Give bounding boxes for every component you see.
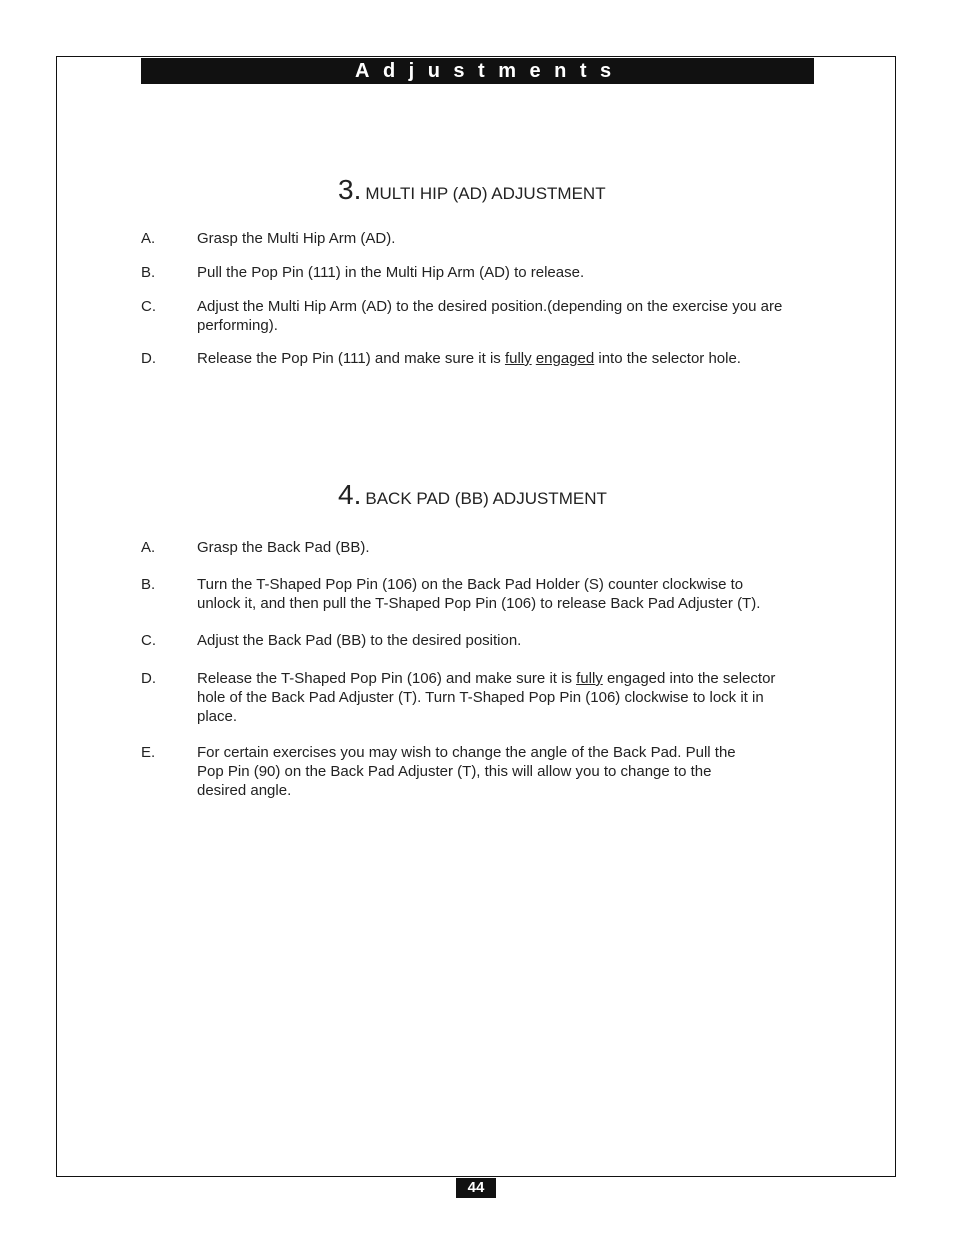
header-banner <box>141 58 814 84</box>
item-letter: A. <box>141 230 156 247</box>
item-text <box>197 669 827 726</box>
item-letter: A. <box>141 539 156 556</box>
page-border <box>56 56 896 1177</box>
item-text <box>197 575 827 613</box>
item-text: Grasp the Back Pad (BB). <box>197 539 370 556</box>
item-text-line: Turn the T-Shaped Pop Pin (106) on the Back Pad Holder (S) counter clockwise to <box>197 576 744 593</box>
item-text-part: Release the Pop Pin (111) and make sure it is <box>197 350 505 367</box>
item-text-line <box>197 669 827 688</box>
item-text-line: place. <box>197 708 238 725</box>
item-text: Grasp the Multi Hip Arm (AD). <box>197 230 396 247</box>
underlined-word: fully <box>504 350 532 367</box>
section-number: 3. <box>338 174 362 205</box>
item-text-part: engaged into the selector <box>602 670 776 687</box>
section-title: BACK PAD (BB) ADJUSTMENT <box>365 489 607 508</box>
item-text-part: into the selector hole. <box>594 350 741 367</box>
underlined-word: engaged <box>535 350 595 367</box>
section-heading-multi-hip <box>338 174 606 206</box>
underlined-word: fully <box>576 670 603 687</box>
page-title: Adjustments <box>355 60 625 82</box>
page-number: 44 <box>456 1178 496 1198</box>
section-heading-back-pad <box>338 479 607 511</box>
section-title: MULTI HIP (AD) ADJUSTMENT <box>365 184 606 203</box>
item-text <box>197 349 827 368</box>
item-text-part: Release the T-Shaped Pop Pin (106) and make sure it is <box>197 670 577 687</box>
section-number: 4. <box>338 479 362 510</box>
item-letter: E. <box>141 744 156 761</box>
item-text-line: Adjust the Multi Hip Arm (AD) to the desired position.(depending on the exercise you are <box>197 298 783 315</box>
item-letter: C. <box>141 632 156 649</box>
item-letter: D. <box>141 670 156 687</box>
item-text-line: Pop Pin (90) on the Back Pad Adjuster (T), this will allow you to change to the <box>197 763 712 780</box>
item-text-line: unlock it, and then pull the T-Shaped Pop Pin (106) to release Back Pad Adjuster (T). <box>197 595 761 612</box>
item-text-line: hole of the Back Pad Adjuster (T). Turn T-Shaped Pop Pin (106) clockwise to lock it in <box>197 689 764 706</box>
item-text: Pull the Pop Pin (111) in the Multi Hip Arm (AD) to release. <box>197 264 585 281</box>
item-letter: B. <box>141 576 156 593</box>
item-text <box>197 743 827 800</box>
item-text-line: desired angle. <box>197 782 292 799</box>
item-letter: B. <box>141 264 156 281</box>
item-letter: D. <box>141 350 156 367</box>
item-letter: C. <box>141 298 156 315</box>
item-text: Adjust the Back Pad (BB) to the desired position. <box>197 632 522 649</box>
item-text-line: performing). <box>197 317 278 334</box>
item-text-line: For certain exercises you may wish to change the angle of the Back Pad. Pull the <box>197 744 736 761</box>
item-text <box>197 297 827 335</box>
